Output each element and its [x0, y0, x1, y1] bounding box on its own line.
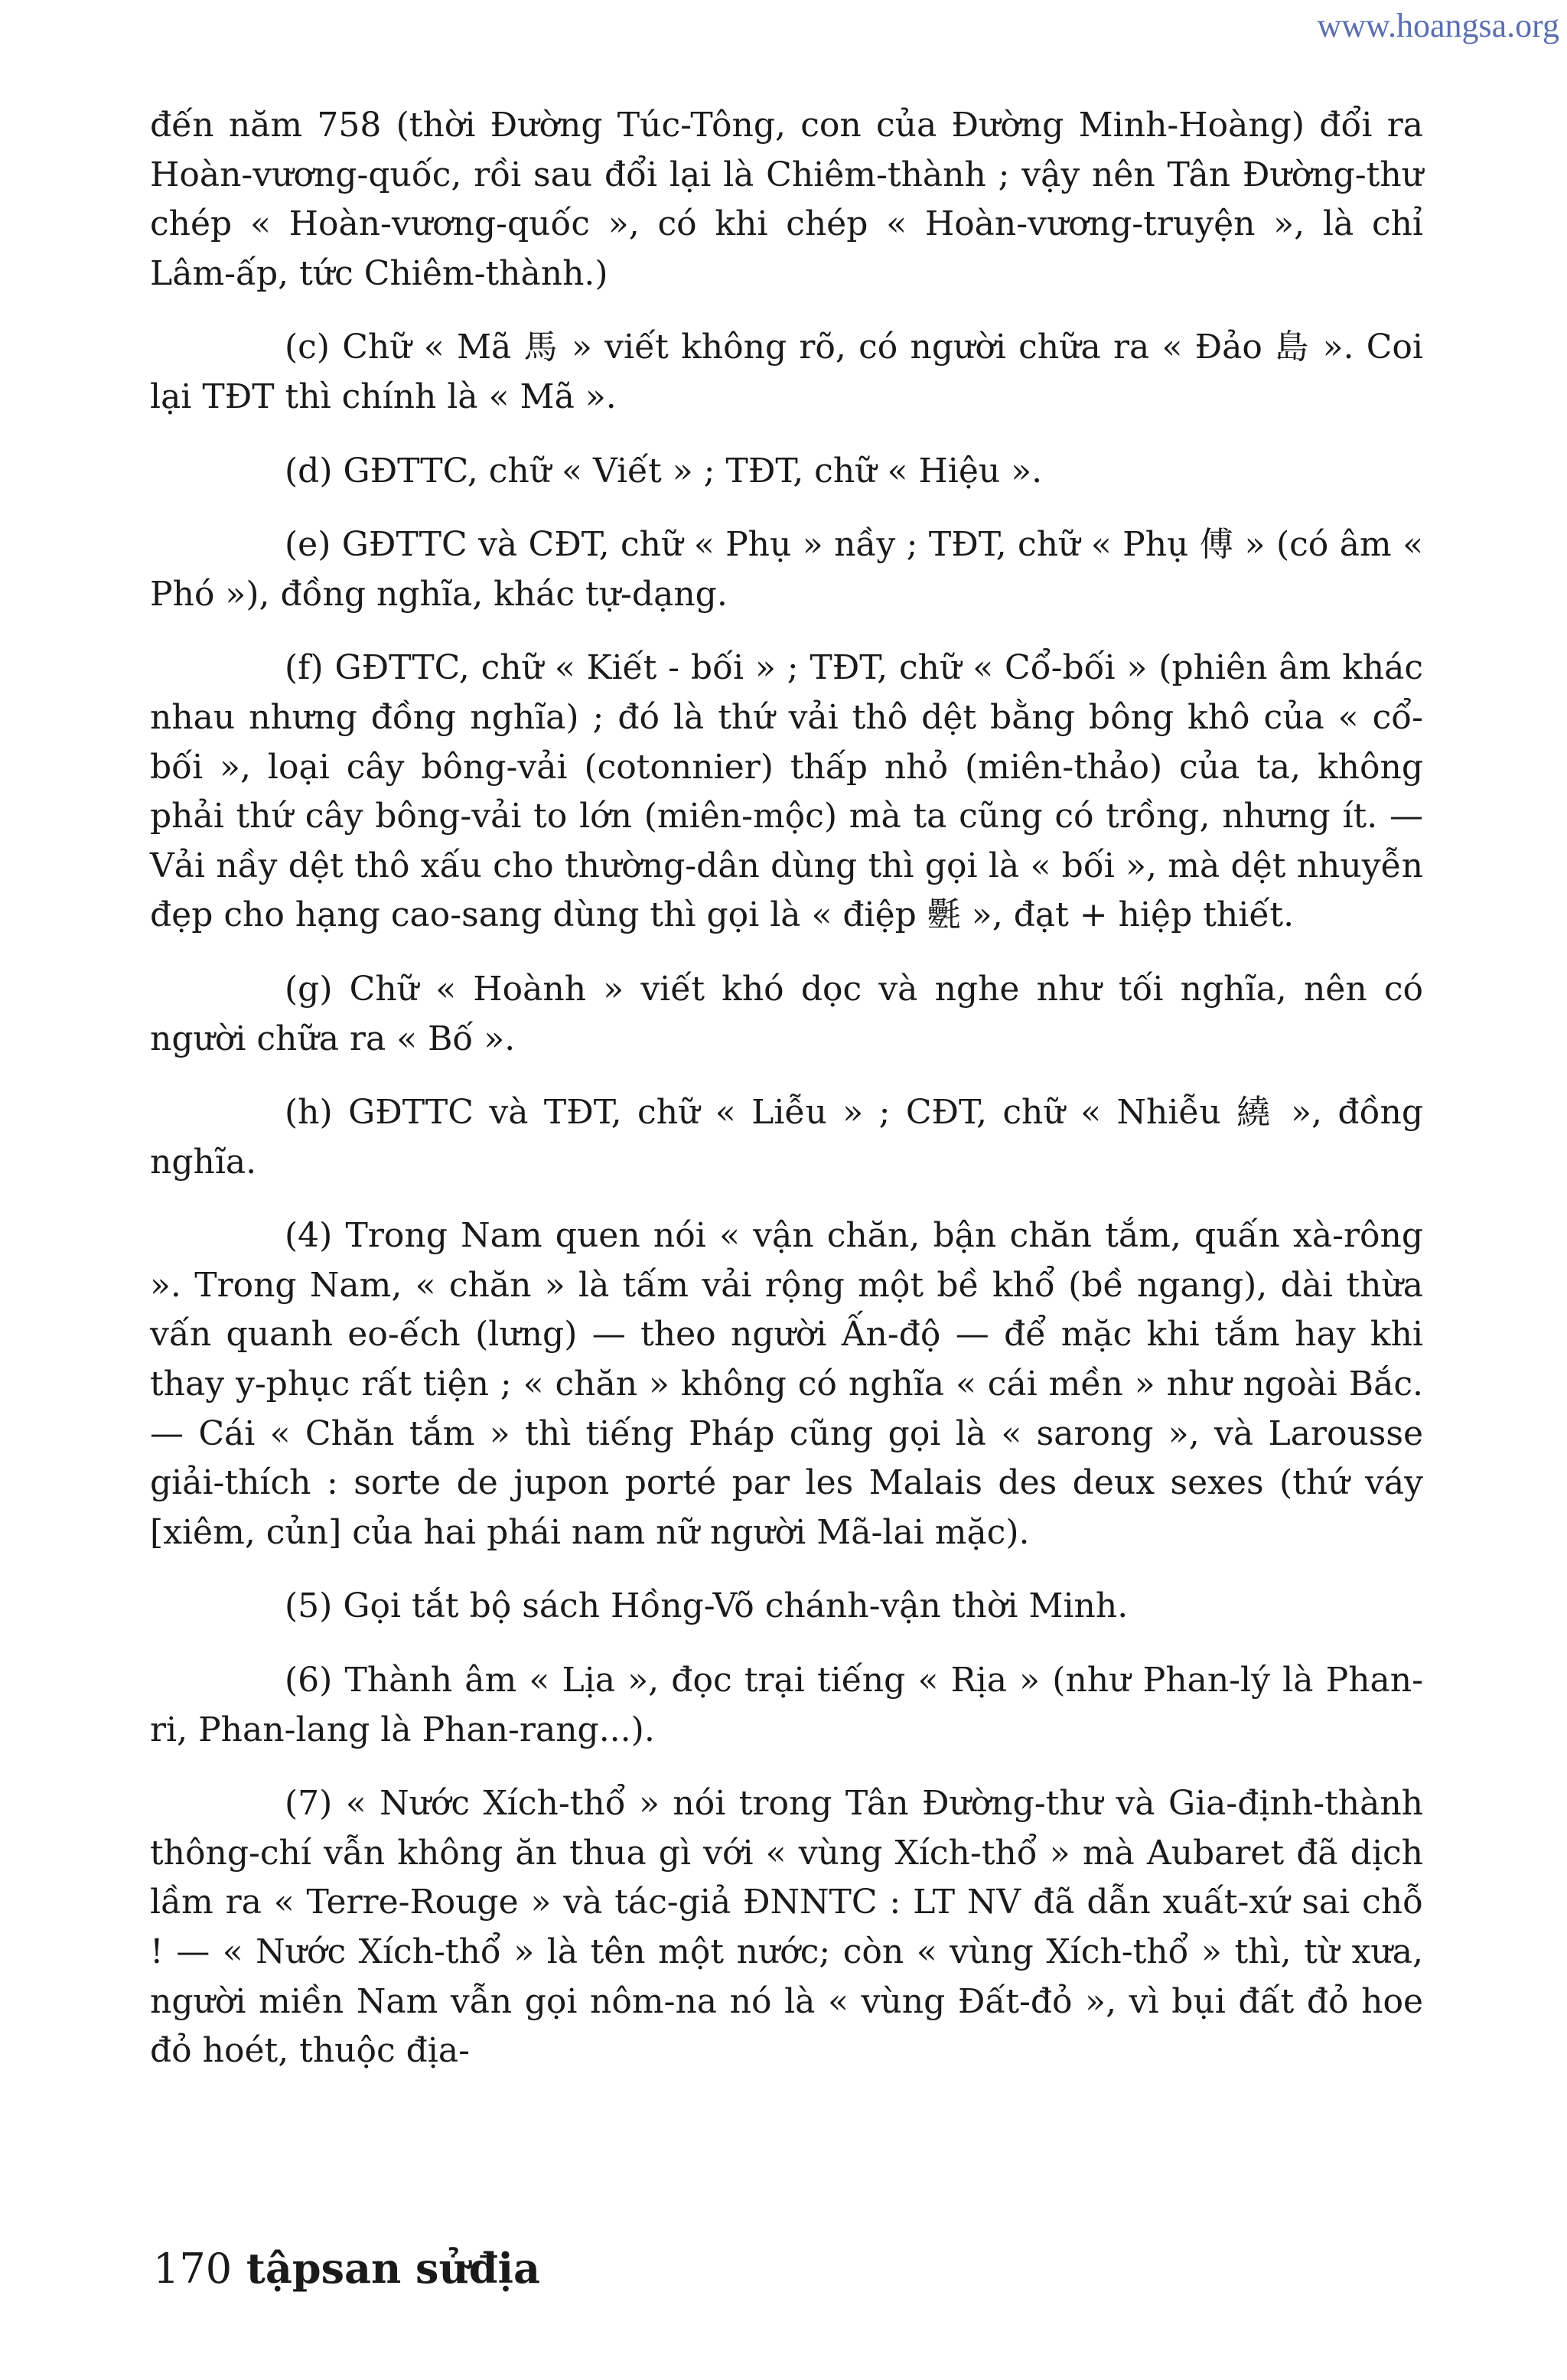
- page-footer: [153, 2244, 540, 2293]
- note-g: (g) Chữ « Hoành » viết khó dọc và nghe như tối nghĩa, nên có người chữa ra « Bố ».: [150, 969, 1423, 1058]
- footnote-7: (7) « Nước Xích-thổ » nói trong Tân Đường-thư và Gia-định-thành thông-chí vẫn không ăn thua gì với « vùng Xích-thổ » mà Aubaret đã dịch lầm ra « Terre-Rouge » và tác-giả ĐNNTC : LT NV đã dẫn xuất-xứ sai chỗ ! — « Nước Xích-thổ » là tên một nước; còn « vùng Xích-thổ » thì, từ xưa, người miền Nam vẫn gọi nôm-na nó là « vùng Đất-đỏ », vì bụi đất đỏ hoe đỏ hoét, thuộc địa-: [150, 1784, 1423, 2071]
- note-h: (h) GĐTTC và TĐT, chữ « Liễu » ; CĐT, chữ « Nhiễu 繞 », đồng nghĩa.: [150, 1093, 1423, 1182]
- page-body: [150, 101, 1423, 2101]
- paragraph-continuation: đến năm 758 (thời Đường Túc-Tông, con của Đường Minh-Hoàng) đổi ra Hoàn-vương-quốc, rồi sau đổi lại là Chiêm-thành ; vậy nên Tân Đường-thư chép « Hoàn-vương-quốc », có khi chép « Hoàn-vương-truyện », là chỉ Lâm-ấp, tức Chiêm-thành.): [150, 106, 1423, 293]
- note-c: (c) Chữ « Mã 馬 » viết không rõ, có người chữa ra « Đảo 島 ». Coi lại TĐT thì chính là « Mã ».: [150, 328, 1423, 416]
- footnote-5: (5) Gọi tắt bộ sách Hồng-Võ chánh-vận thời Minh.: [285, 1586, 1129, 1626]
- watermark-link[interactable]: www.hoangsa.org: [1317, 7, 1559, 44]
- note-d: (d) GĐTTC, chữ « Viết » ; TĐT, chữ « Hiệu ».: [285, 451, 1043, 491]
- footnote-4: (4) Trong Nam quen nói « vận chăn, bận chăn tắm, quấn xà-rông ». Trong Nam, « chăn » là tấm vải rộng một bề khổ (bề ngang), dài thừa vấn quanh eo-ếch (lưng) — theo người Ấn-độ — để mặc khi tắm hay khi thay y-phục rất tiện ; « chăn » không có nghĩa « cái mền » như ngoài Bắc.— Cái « Chăn tắm » thì tiếng Pháp cũng gọi là « sarong », và Larousse giải-thích : sorte de jupon porté par les Malais des deux sexes (thứ váy [xiêm, củn] của hai phái nam nữ người Mã-lai mặc).: [150, 1216, 1423, 1552]
- note-f: (f) GĐTTC, chữ « Kiết - bối » ; TĐT, chữ « Cổ-bối » (phiên âm khác nhau nhưng đồng nghĩa) ; đó là thứ vải thô dệt bằng bông khô của « cổ-bối », loại cây bông-vải (cotonnier) thấp nhỏ (miên-thảo) của ta, không phải thứ cây bông-vải to lớn (miên-mộc) mà ta cũng có trồng, nhưng ít. — Vải nầy dệt thô xấu cho thường-dân dùng thì gọi là « bối », mà dệt nhuyễn đẹp cho hạng cao-sang dùng thì gọi là « điệp 氎 », đạt + hiệp thiết.: [150, 648, 1423, 935]
- footnote-6: (6) Thành âm « Lịa », đọc trại tiếng « Rịa » (như Phan-lý là Phan-ri, Phan-lang là Phan-rang...).: [150, 1661, 1423, 1749]
- note-e: (e) GĐTTC và CĐT, chữ « Phụ » nầy ; TĐT, chữ « Phụ 傅 » (có âm « Phó »), đồng nghĩa, khác tự-dạng.: [150, 525, 1423, 614]
- publication-name: tậpsan sửđịa: [246, 2244, 540, 2293]
- page-number: 170: [153, 2245, 233, 2293]
